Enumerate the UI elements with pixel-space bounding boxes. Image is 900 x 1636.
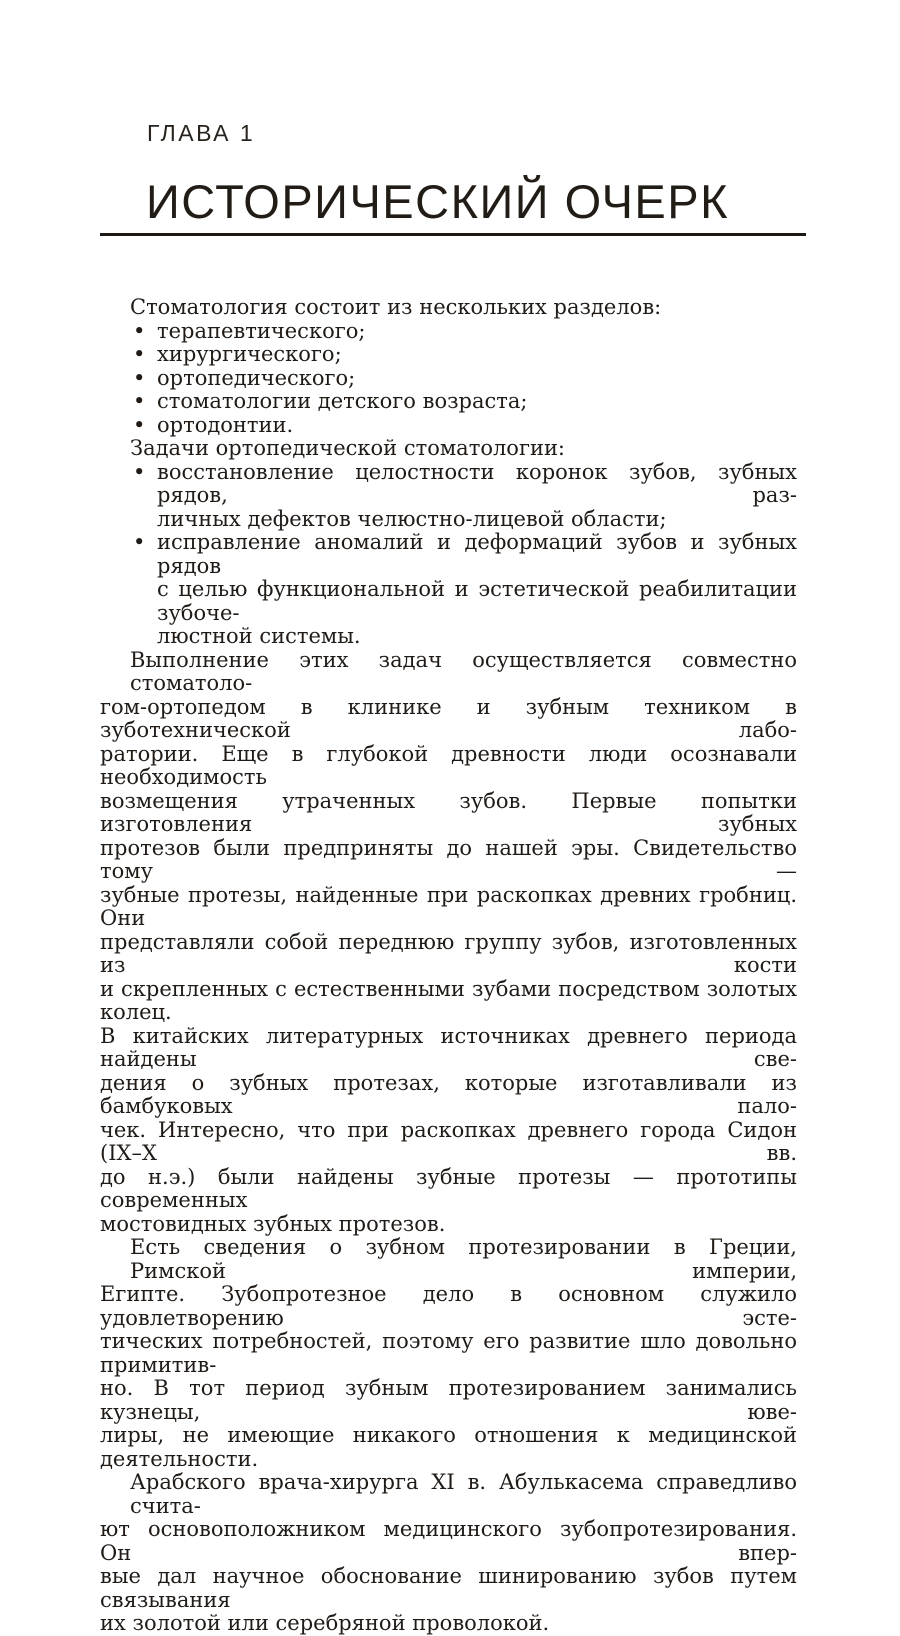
text-line: ют основоположником медицинского зубопротезирования. Он впер- bbox=[100, 1517, 797, 1565]
text-line: с целью функциональной и эстетической реабилитации зубоче- bbox=[157, 577, 797, 625]
text-line: Есть сведения о зубном протезировании в Греции, Римской империи, bbox=[130, 1235, 797, 1283]
bullet-item bbox=[100, 367, 797, 391]
text-line: до н.э.) были найдены зубные протезы — прототипы современных bbox=[100, 1164, 797, 1212]
text-line: стоматологии детского возраста; bbox=[157, 389, 528, 413]
bullet-marker: • bbox=[133, 389, 146, 413]
body-text bbox=[100, 296, 797, 1636]
text-line: их золотой или серебряной проволокой. bbox=[100, 1611, 550, 1635]
text-line: личных дефектов челюстно-лицевой области; bbox=[157, 506, 667, 531]
bullet-marker: • bbox=[133, 459, 146, 484]
bullet-marker: • bbox=[133, 342, 146, 366]
bullet-marker: • bbox=[133, 412, 146, 437]
text-line: Арабского врача-хирурга XI в. Абулькасема справедливо счита- bbox=[130, 1470, 797, 1518]
chapter-kicker: ГЛАВА 1 bbox=[147, 120, 256, 146]
paragraph bbox=[100, 649, 797, 1237]
text-line: люстной системы. bbox=[157, 624, 361, 648]
text-line: Стоматология состоит из нескольких разделов: bbox=[130, 295, 662, 319]
text-line: и скрепленных с естественными зубами посредством золотых колец. bbox=[100, 976, 797, 1024]
bullet-item bbox=[100, 343, 797, 367]
bullet-lines bbox=[157, 531, 797, 649]
bullet-lines bbox=[157, 320, 797, 344]
text-line: протезов были предприняты до нашей эры. Свидетельство тому — bbox=[100, 835, 797, 883]
bullet-item bbox=[100, 320, 797, 344]
paragraph bbox=[100, 437, 797, 461]
text-line: зубные протезы, найденные при раскопках древних гробниц. Они bbox=[100, 882, 797, 930]
text-line: В китайских литературных источниках древнего периода найдены све- bbox=[100, 1023, 797, 1071]
text-line: хирургического; bbox=[157, 342, 342, 366]
text-line: Египте. Зубопротезное дело в основном служило удовлетворению эсте- bbox=[100, 1282, 797, 1330]
chapter-title: ИСТОРИЧЕСКИЙ ОЧЕРК bbox=[146, 175, 729, 228]
paragraph bbox=[100, 296, 797, 320]
text-line: исправление аномалий и деформаций зубов и зубных рядов bbox=[157, 530, 797, 578]
bullet-item bbox=[100, 461, 797, 532]
bullet-lines bbox=[157, 461, 797, 532]
text-line: Выполнение этих задач осуществляется совместно стоматоло- bbox=[130, 647, 797, 695]
text-line: лиры, не имеющие никакого отношения к медицинской деятельности. bbox=[100, 1423, 797, 1471]
bullet-item bbox=[100, 531, 797, 649]
paragraph bbox=[100, 1471, 797, 1636]
text-line: восстановление целостности коронок зубов, зубных рядов, раз- bbox=[157, 459, 797, 507]
bullet-lines bbox=[157, 343, 797, 367]
bullet-lines bbox=[157, 414, 797, 438]
text-line: дения о зубных протезах, которые изготавливали из бамбуковых пало- bbox=[100, 1070, 797, 1118]
bullet-lines bbox=[157, 367, 797, 391]
text-line: вые дал научное обоснование шинированию зубов путем связывания bbox=[100, 1564, 797, 1612]
paragraph bbox=[100, 1236, 797, 1471]
text-line: представляли собой переднюю группу зубов, изготовленных из кости bbox=[100, 929, 797, 977]
bullet-marker: • bbox=[133, 530, 146, 554]
text-line: ортодонтии. bbox=[157, 412, 294, 437]
text-line: ортопедического; bbox=[157, 365, 356, 390]
bullet-item bbox=[100, 390, 797, 414]
text-line: возмещения утраченных зубов. Первые попытки изготовления зубных bbox=[100, 788, 797, 836]
text-line: терапевтического; bbox=[157, 318, 366, 343]
text-line: мостовидных зубных протезов. bbox=[100, 1211, 446, 1236]
bullet-lines bbox=[157, 390, 797, 414]
bullet-marker: • bbox=[133, 318, 146, 343]
text-line: чек. Интересно, что при раскопках древнего города Сидон (IX–X вв. bbox=[100, 1117, 797, 1165]
text-line: Задачи ортопедической стоматологии: bbox=[130, 436, 566, 460]
text-line: тических потребностей, поэтому его развитие шло довольно примитив- bbox=[100, 1329, 797, 1377]
bullet-marker: • bbox=[133, 365, 146, 390]
text-line: ратории. Еще в глубокой древности люди осознавали необходимость bbox=[100, 741, 797, 789]
bullet-item bbox=[100, 414, 797, 438]
text-line: но. В тот период зубным протезированием занимались кузнецы, юве- bbox=[100, 1376, 797, 1424]
title-rule bbox=[100, 233, 806, 236]
text-line: гом-ортопедом в клинике и зубным техником в зуботехнической лабо- bbox=[100, 694, 797, 742]
